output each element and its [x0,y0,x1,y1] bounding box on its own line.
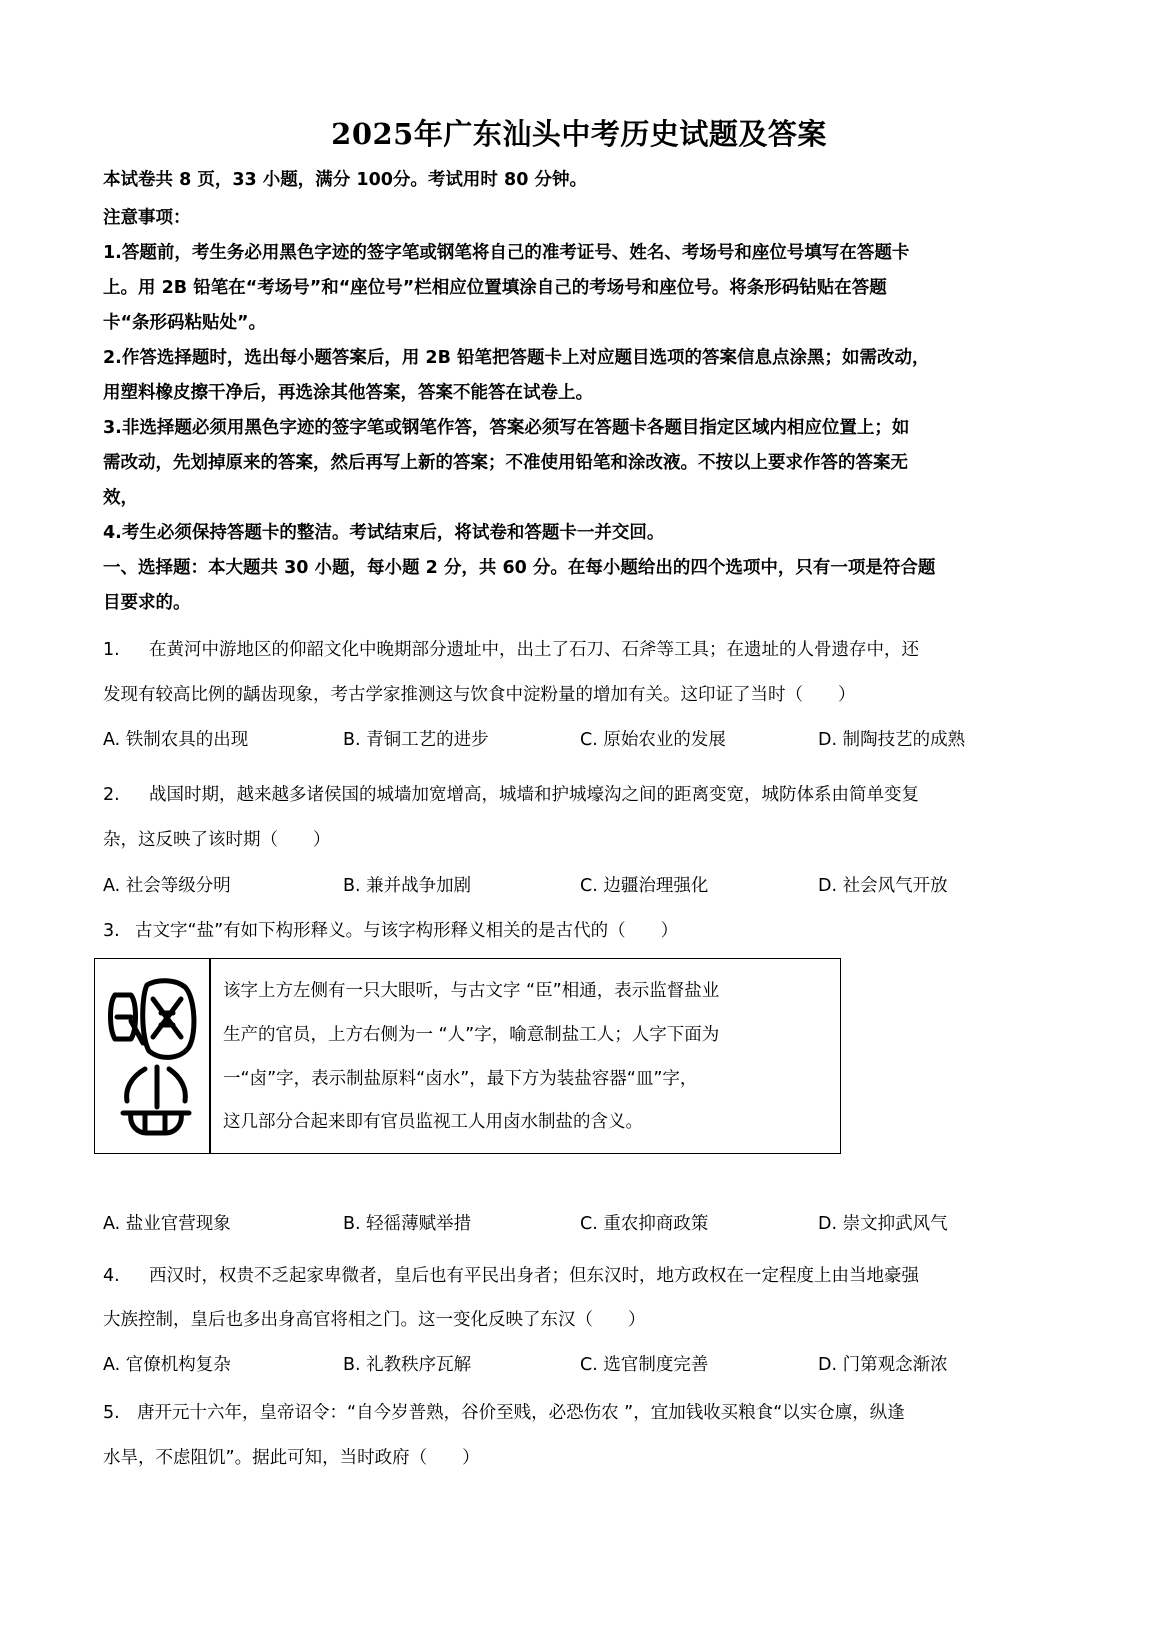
notice-line: 1.答题前，考生务必用黑色字迹的签字笔或钢笔将自己的准考证号、姓名、考场号和座位号填写在答题卡 [103,243,910,263]
notice-line: 效， [103,488,138,508]
question-text: 发现有较高比例的龋齿现象，考古学家推测这与饮食中淀粉量的增加有关。这印证了当时（ ） [103,685,856,705]
question-number: 4. [103,1266,120,1286]
option-c[interactable]: C. 重农抑商政策 [580,1214,709,1234]
option-d[interactable]: D. 门第观念渐浓 [818,1355,948,1375]
explanation-line: 这几部分合起来即有官员监视工人用卤水制盐的含义。 [223,1112,643,1132]
notice-line: 2.作答选择题时，选出每小题答案后，用 2B 铅笔把答题卡上对应题目选项的答案信息点涂黑；如需改动， [103,348,930,368]
explanation-line: 生产的官员，上方右侧为一 “人”字，喻意制盐工人；人字下面为 [223,1025,720,1045]
question-text: 西汉时，权贵不乏起家卑微者，皇后也有平民出身者；但东汉时，地方政权在一定程度上由当地豪强 [149,1266,919,1286]
question-text: 杂，这反映了该时期（ ） [103,830,331,850]
option-d[interactable]: D. 社会风气开放 [818,876,948,896]
option-b[interactable]: B. 青铜工艺的进步 [343,730,489,750]
option-b[interactable]: B. 兼并战争加剧 [343,876,472,896]
question-number: 3. [103,921,120,941]
question-2 [103,781,1063,806]
notice-line: 4.考生必须保持答题卡的整洁。考试结束后，将试卷和答题卡一并交回。 [103,523,665,543]
option-a[interactable]: A. 社会等级分明 [103,876,231,896]
option-a[interactable]: A. 盐业官营现象 [103,1214,231,1234]
section-heading: 目要求的。 [103,593,191,613]
explanation-line: 该字上方左侧有一只大眼听，与古文字 “臣”相通，表示监督盐业 [223,981,720,1001]
option-d[interactable]: D. 崇文抑武风气 [818,1214,948,1234]
glyph-explanation-table [94,958,841,1154]
notice-line: 卡“条形码粘贴处”。 [103,313,267,333]
ancient-salt-character-icon [101,973,205,1141]
notice-line: 需改动，先划掉原来的答案，然后再写上新的答案；不准使用铅笔和涂改液。不按以上要求作答的答案无 [103,453,908,473]
option-a[interactable]: A. 官僚机构复杂 [103,1355,231,1375]
option-d[interactable]: D. 制陶技艺的成熟 [818,730,966,750]
option-c[interactable]: C. 选官制度完善 [580,1355,709,1375]
question-text: 大族控制，皇后也多出身高官将相之门。这一变化反映了东汉（ ） [103,1310,646,1330]
question-number: 1. [103,640,120,660]
option-c[interactable]: C. 边疆治理强化 [580,876,709,896]
question-4 [103,1262,1063,1287]
question-text: 水旱，不虑阻饥”。据此可知，当时政府（ ） [103,1448,480,1468]
explanation-line: 一“卤”字，表示制盐原料“卤水”，最下方为装盐容器“皿”字， [223,1069,698,1089]
option-b[interactable]: B. 礼教秩序瓦解 [343,1355,472,1375]
page-title: 2025年广东汕头中考历史试题及答案 [331,117,827,151]
option-b[interactable]: B. 轻徭薄赋举措 [343,1214,472,1234]
notice-heading: 注意事项： [103,208,191,228]
notice-line: 用塑料橡皮擦干净后，再选涂其他答案，答案不能答在试卷上。 [103,383,593,403]
question-1 [103,636,1063,661]
notice-line: 上。用 2B 铅笔在“考场号”和“座位号”栏相应位置填涂自己的考场号和座位号。将条形码钻贴在答题 [103,278,887,298]
question-text: 古文字“盐”有如下构形释义。与该字构形释义相关的是古代的（ ） [135,921,679,941]
table-divider [209,959,211,1153]
notice-line: 3.非选择题必须用黑色字迹的签字笔或钢笔作答，答案必须写在答题卡各题目指定区域内相应位置上；如 [103,418,910,438]
question-5 [103,1399,1063,1424]
intro-text: 本试卷共 8 页，33 小题，满分 100分。考试用时 80 分钟。 [103,170,587,190]
question-text: 战国时期，越来越多诸侯国的城墙加宽增高，城墙和护城壕沟之间的距离变宽，城防体系由简单变复 [149,785,919,805]
option-a[interactable]: A. 铁制农具的出现 [103,730,249,750]
question-text: 唐开元十六年，皇帝诏令：“自今岁普熟，谷价至贱，必恐伤农 ”，宜加钱收买粮食“以实仓廪，纵逢 [137,1403,905,1423]
section-heading: 一、选择题：本大题共 30 小题，每小题 2 分，共 60 分。在每小题给出的四个选项中，只有一项是符合题 [103,558,936,578]
question-text: 在黄河中游地区的仰韶文化中晚期部分遗址中，出土了石刀、石斧等工具；在遗址的人骨遗存中，还 [149,640,919,660]
option-c[interactable]: C. 原始农业的发展 [580,730,726,750]
question-number: 5. [103,1403,120,1423]
question-3 [103,917,1063,942]
question-number: 2. [103,785,120,805]
